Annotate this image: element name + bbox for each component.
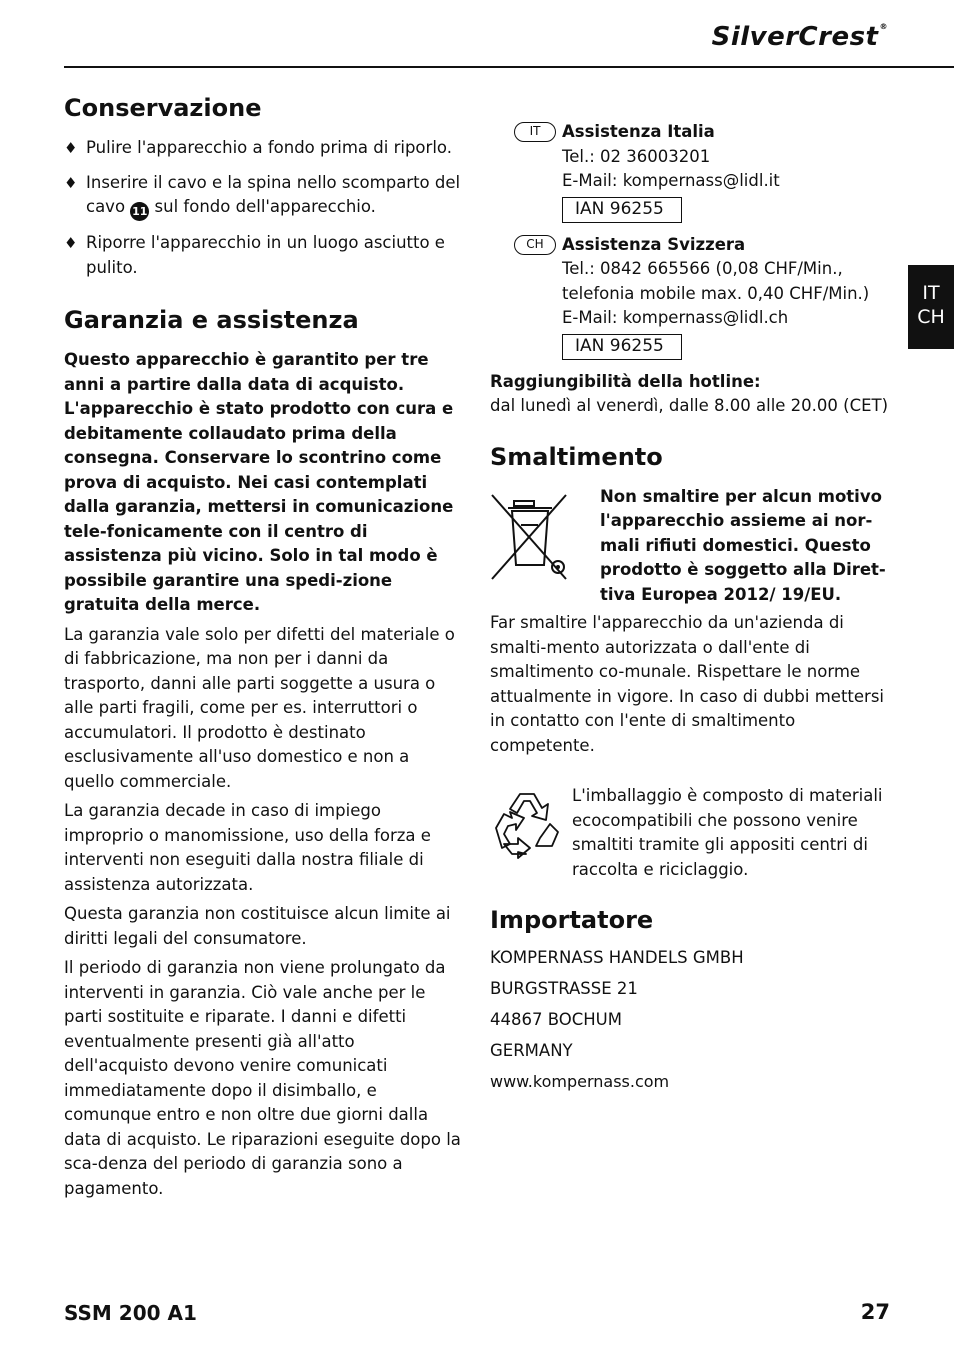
contact-italia-phone: Tel.: 02 36003201 bbox=[562, 146, 711, 166]
bullet-text: Riporre l'apparecchio in un luogo asciutto e pulito. bbox=[86, 233, 445, 277]
country-badge-ch: CH bbox=[514, 235, 556, 255]
packaging-info bbox=[490, 784, 900, 884]
conservazione-list bbox=[64, 136, 464, 280]
garanzia-title: Garanzia e assistenza bbox=[64, 306, 359, 334]
header-rule bbox=[64, 66, 954, 68]
conservazione-title: Conservazione bbox=[64, 94, 262, 122]
hotline-info bbox=[490, 370, 900, 419]
list-item bbox=[64, 136, 464, 161]
left-column bbox=[64, 94, 464, 1206]
part-number-badge: 11 bbox=[130, 202, 149, 221]
bullet-text: Inserire il cavo e la spina nello scomparto del cavo bbox=[86, 172, 461, 216]
bullet-text-tail: sul fondo dell'apparecchio. bbox=[154, 197, 376, 216]
contact-svizzera-phone-mobile: telefonia mobile max. 0,40 CHF/Min.) bbox=[562, 283, 870, 303]
brand-name: SilverCrest bbox=[711, 22, 879, 52]
contact-svizzera-email: E-Mail: kompernass@lidl.ch bbox=[562, 308, 789, 327]
list-item bbox=[64, 231, 464, 280]
garanzia-paragraph-3: Questa garanzia non costituisce alcun limite ai diritti legali del consumatore. bbox=[64, 904, 451, 948]
garanzia-paragraph-4: Il periodo di garanzia non viene prolungato da interventi in garanzia. Ciò vale anche per le parti sostituite e riparate. I danni e difetti eventualmente presenti già all'atto dell'acquisto devono venire comunicati immediatamente dopo il disimballo, e comunque entro e non oltre due giorni dalla data di acquisto. Le riparazioni eseguite dopo la sca-denza del periodo di garanzia sono a pagamento. bbox=[64, 958, 461, 1198]
contact-svizzera bbox=[490, 233, 900, 360]
importer-address-line: KOMPERNASS HANDELS GMBH bbox=[490, 948, 744, 967]
contact-italia-title: Assistenza Italia bbox=[562, 122, 715, 141]
garanzia-paragraph-2: La garanzia decade in caso di impiego improprio o manomissione, uso della forza e interventi non eseguiti dalla nostra filiale di assistenza autorizzata. bbox=[64, 801, 431, 894]
bullet-text: Pulire l'apparecchio a fondo prima di riporlo. bbox=[86, 138, 452, 157]
language-tab bbox=[908, 265, 954, 349]
contact-italia bbox=[490, 120, 900, 223]
hotline-hours: dal lunedì al venerdì, dalle 8.00 alle 20.00 (CET) bbox=[490, 396, 889, 415]
right-column bbox=[490, 120, 900, 1097]
importer-address-line: GERMANY bbox=[490, 1041, 573, 1060]
disposal-warning bbox=[490, 485, 900, 608]
importer-address-line: BURGSTRASSE 21 bbox=[490, 979, 638, 998]
country-badge-it: IT bbox=[514, 122, 556, 142]
bullet-diamond-icon: ♦ bbox=[64, 234, 78, 252]
importatore-title: Importatore bbox=[490, 906, 654, 934]
contact-svizzera-title: Assistenza Svizzera bbox=[562, 234, 746, 254]
packaging-text: L'imballaggio è composto di materiali ecocompatibili che possono venire smaltiti tramite gli appositi centri di raccolta e riciclaggio. bbox=[572, 786, 883, 879]
section-garanzia bbox=[64, 306, 464, 1201]
crossed-out-bin-icon bbox=[490, 489, 568, 585]
smaltimento-title: Smaltimento bbox=[490, 442, 663, 471]
list-item bbox=[64, 171, 464, 222]
garanzia-intro: Questo apparecchio è garantito per tre anni a partire dalla data di acquisto. L'apparecchio è stato prodotto con cura e debitamente collaudato prima della consegna. Conservare lo scontrino come prova di acquisto. Nei casi contemplati dalla garanzia, mettersi in comunicazione tele-fonicamente con il centro di assistenza più vicino. Solo in tal modo è possibile garantire una spedi-zione gratuita della merce. bbox=[64, 350, 454, 614]
page-number: 27 bbox=[860, 1300, 890, 1324]
language-tab-it: IT bbox=[922, 282, 940, 304]
disposal-text: Far smaltire l'apparecchio da un'azienda di smalti-mento autorizzata o dall'ente di smaltimento co-munale. Rispettare le norme attualmente in vigore. In caso di dubbi mettersi in contatto con l'ente di smaltimento competente. bbox=[490, 613, 884, 755]
importer-address-line: 44867 BOCHUM bbox=[490, 1010, 622, 1029]
hotline-label: Raggiungibilità della hotline: bbox=[490, 371, 761, 391]
bullet-diamond-icon: ♦ bbox=[64, 173, 78, 192]
garanzia-paragraph-1: La garanzia vale solo per difetti del materiale o di fabbricazione, ma non per i danni da trasporto, danni alle parti soggette a usura o alle parti fragili, come per es. interruttori o accumulatori. Il prodotto è destinato esclusivamente all'uso domestico e non a quello commerciale. bbox=[64, 624, 455, 791]
section-smaltimento bbox=[490, 443, 900, 885]
section-conservazione bbox=[64, 94, 464, 280]
brand-logo bbox=[712, 22, 888, 52]
ian-box: IAN 96255 bbox=[562, 334, 682, 360]
bullet-diamond-icon: ♦ bbox=[64, 139, 78, 157]
section-importatore bbox=[490, 906, 900, 1097]
contact-italia-email: E-Mail: kompernass@lidl.it bbox=[562, 171, 780, 190]
language-tab-ch: CH bbox=[917, 306, 945, 328]
registered-mark: ® bbox=[879, 22, 888, 31]
recycle-icon bbox=[490, 788, 564, 860]
importer-website: www.kompernass.com bbox=[490, 1072, 670, 1091]
disposal-warning-text: Non smaltire per alcun motivo l'apparecchio assieme ai nor-mali rifiuti domestici. Questo prodotto è soggetto alla Diret-tiva Europea 2012/ 19/EU. bbox=[600, 486, 886, 604]
ian-box: IAN 96255 bbox=[562, 197, 682, 223]
footer-model: SSM 200 A1 bbox=[64, 1301, 197, 1325]
contact-svizzera-phone: Tel.: 0842 665566 (0,08 CHF/Min., bbox=[562, 259, 843, 278]
